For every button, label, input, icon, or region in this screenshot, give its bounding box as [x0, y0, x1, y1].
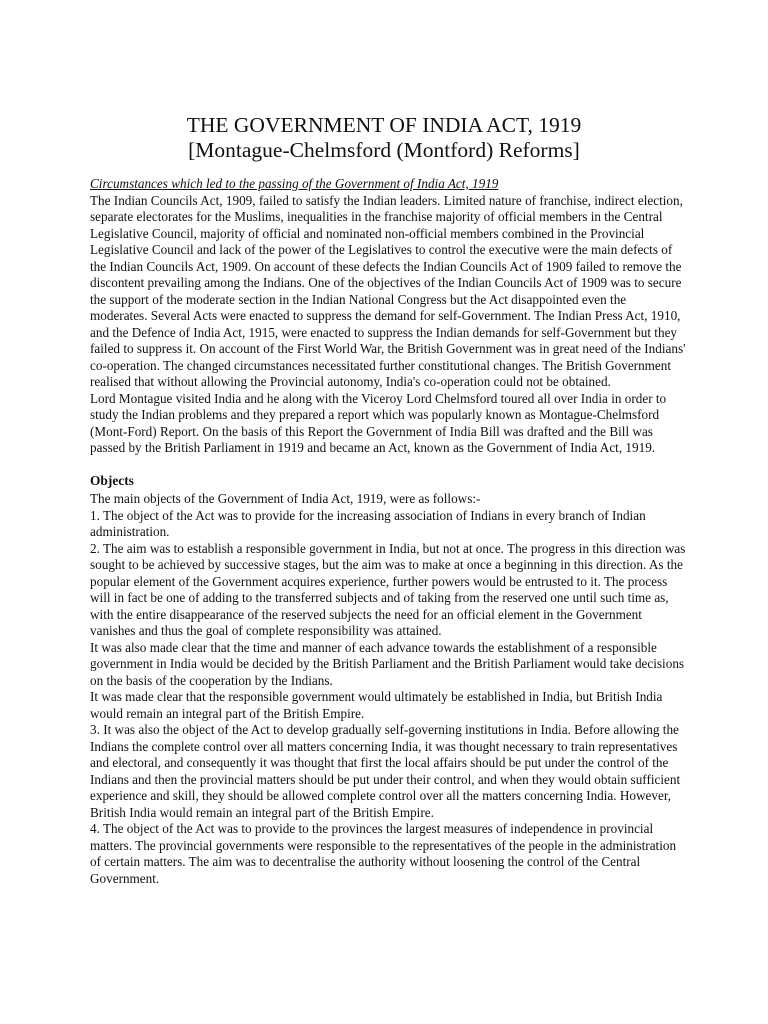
- paragraph: The Indian Councils Act, 1909, failed to satisfy the Indian leaders. Limited nature of franchise, indirect election, separate electorates for the Muslims, inequalities in the franchise majority of official members in the Central Legislative Council, majority of official and nominated non-official members combined in the Provincial Legislative Council and lack of the power of the Legislatives to control the executive were the main defects of the Indian Councils Act, 1909. On account of these defects the Indian Councils Act of 1909 failed to remove the discontent prevailing among the Indians. One of the objectives of the Indian Councils Act of 1909 was to secure the support of the moderate section in the Indian National Congress but the Act disappointed even the moderates. Several Acts were enacted to suppress the demand for self-Government. The Indian Press Act, 1910, and the Defence of India Act, 1915, were enacted to suppress the Indian demands for self-Government but they failed to suppress it. On account of the First World War, the British Government was in great need of the Indians' co-operation. The changed circumstances necessitated further constitutional changes. The British Government realised that without allowing the Provincial autonomy, India's co-operation could not be obtained.: [90, 192, 686, 389]
- list-item: 3. It was also the object of the Act to develop gradually self-governing institutions in India. Before allowing the Indians the complete control over all matters concerning India, it was thought necessary to train representatives and electoral, and consequently it was thought that first the local affairs should be put under the control of the Indians and then the provincial matters should be put under their control, and when they would obtain sufficient experience and skill, they should be allowed complete control over all the matters concerning India. However, British India would remain an integral part of the British Empire.: [90, 722, 681, 820]
- paragraph: Lord Montague visited India and he along with the Viceroy Lord Chelmsford toured all over India in order to study the Indian problems and they prepared a report which was popularly known as Montague-Chelmsford (Mont-Ford) Report. On the basis of this Report the Government of India Bill was drafted and the Bill was passed by the British Parliament in 1919 and became an Act, known as the Government of India Act, 1919.: [90, 390, 667, 455]
- document-body: [90, 176, 686, 887]
- title-line-1: THE GOVERNMENT OF INDIA ACT, 1919: [186, 113, 582, 137]
- title-line-2: [Montague-Chelmsford (Montford) Reforms]: [188, 138, 580, 162]
- paragraph: It was also made clear that the time and manner of each advance towards the establishment of a responsible government in India would be decided by the British Parliament and the British Parliament would take decisions on the basis of the cooperation by the Indians.: [90, 639, 685, 688]
- list-item: 2. The aim was to establish a responsible government in India, but not at once. The progress in this direction was sought to be achieved by successive stages, but the aim was to make at once a beginning in this direction. As the popular element of the Government acquires experience, further powers would be entrusted to it. The process will in fact be one of adding to the transferred subjects and of taking from the reserved one until such time as, with the entire disappearance of the reserved subjects the need for an official element in the Government vanishes and thus the goal of complete responsibility was attained.: [90, 540, 686, 638]
- paragraph: It was made clear that the responsible government would ultimately be established in India, but British India would remain an integral part of the British Empire.: [90, 689, 663, 721]
- list-item: 4. The object of the Act was to provide to the provinces the largest measures of independence in provincial matters. The provincial governments were responsible to the representatives of the people in the administration of certain matters. The aim was to decentralise the authority without loosening the control of the Central Government.: [90, 821, 677, 886]
- list-item: 1. The object of the Act was to provide for the increasing association of Indians in every branch of Indian administration.: [90, 507, 646, 539]
- section-heading-circumstances: Circumstances which led to the passing of the Government of India Act, 1919: [90, 176, 499, 191]
- paragraph: The main objects of the Government of India Act, 1919, were as follows:-: [90, 491, 481, 506]
- section-heading-objects: Objects: [90, 472, 134, 488]
- document-title: [0, 113, 768, 163]
